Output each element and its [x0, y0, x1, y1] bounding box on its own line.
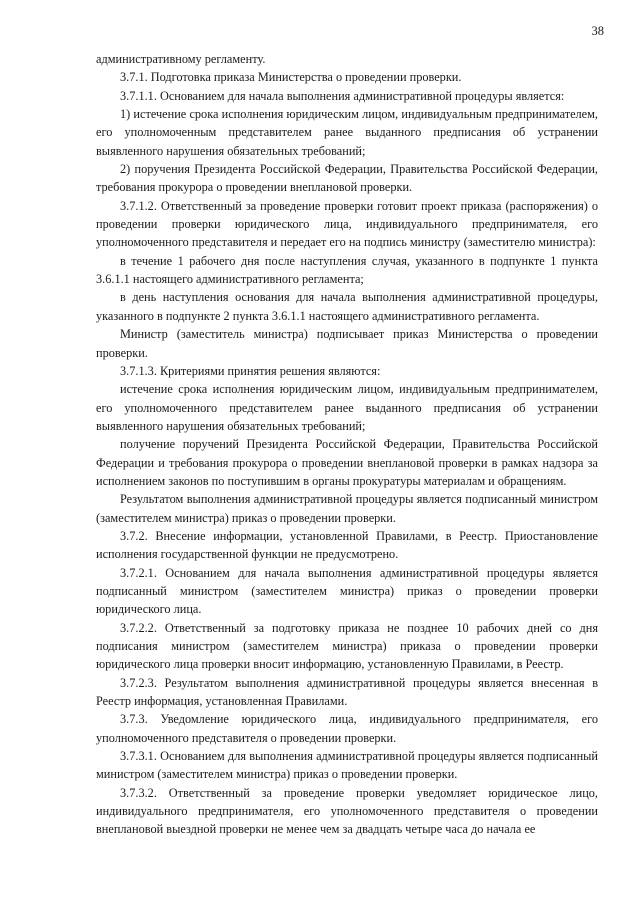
paragraph: 3.7.2.2. Ответственный за подготовку приказа не позднее 10 рабочих дней со дня подписания министром (заместителем министра) приказа о проведении проверки юридического лица проверки вносит информацию, установленную Правилами, в Реестр.: [96, 620, 598, 672]
paragraph: истечение срока исполнения юридическим лицом, индивидуальным предпринимателем, его уполномоченного представителем ранее выданного предписания об устранении выявленного нарушения обязательных требований;: [96, 382, 598, 433]
paragraph: получение поручений Президента Российской Федерации, Правительства Российской Федерации и требования прокурора о проведении внеплановой проверки в рамках надзора за исполнением законов по поступившим в органы прокуратуры материалам и обращениям.: [96, 437, 598, 488]
paragraph: 3.7.1.1. Основанием для начала выполнения административной процедуры является:: [120, 88, 565, 103]
page-number: 38: [591, 24, 604, 38]
paragraph: 3.7.3.2. Ответственный за проведение проверки уведомляет юридическое лицо, индивидуального предпринимателя, его уполномоченного представителя о проведении внеплановой выездной проверки не менее чем за двадцать четыре часа до начала ее: [96, 785, 598, 837]
paragraph: 3.7.1. Подготовка приказа Министерства о проведении проверки.: [120, 70, 462, 85]
paragraph: Министр (заместитель министра) подписывает приказ Министерства о проведении проверки.: [96, 327, 598, 360]
paragraph: Результатом выполнения административной процедуры является подписанный министром (заместителем министра) приказ о проведении проверки.: [96, 492, 598, 525]
paragraph: 3.7.3.1. Основанием для выполнения административной процедуры является подписанный министром (заместителем министра) приказ о проведении проверки.: [96, 749, 598, 782]
paragraph: 2) поручения Президента Российской Федерации, Правительства Российской Федерации, требования прокурора о проведении внеплановой проверки.: [96, 162, 598, 195]
paragraph: 3.7.2.1. Основанием для начала выполнения административной процедуры является подписанный министром (заместителем министра) приказ о проведении проверки юридического лица.: [96, 565, 598, 617]
paragraph: административному регламенту.: [96, 52, 266, 66]
paragraph: 3.7.3. Уведомление юридического лица, индивидуального предпринимателя, его уполномоченного представителя о проведении проверки.: [96, 712, 598, 745]
paragraph: 3.7.1.3. Критериями принятия решения являются:: [120, 363, 381, 378]
paragraph: 3.7.1.2. Ответственный за проведение проверки готовит проект приказа (распоряжения) о проведении проверки юридического лица, индивидуального предпринимателя, его уполномоченного представителя и передает его на подпись министру (заместителю министра):: [96, 198, 598, 250]
paragraph: в течение 1 рабочего дня после наступления случая, указанного в подпункте 1 пункта 3.6.1.1 настоящего административного регламента;: [96, 253, 598, 287]
document-body: [96, 50, 598, 839]
paragraph: 3.7.2. Внесение информации, установленной Правилами, в Реестр. Приостановление исполнения государственной функции не предусмотрено.: [96, 528, 598, 562]
paragraph: в день наступления основания для начала выполнения административной процедуры, указанного в подпункте 2 пункта 3.6.1.1 настоящего административного регламента.: [96, 290, 598, 323]
paragraph: 1) истечение срока исполнения юридическим лицом, индивидуальным предпринимателем, его уполномоченным представителем ранее выданного предписания об устранении выявленного нарушения обязательных требований;: [96, 107, 598, 158]
paragraph: 3.7.2.3. Результатом выполнения административной процедуры является внесенная в Реестр информация, установленная Правилами.: [96, 675, 598, 709]
